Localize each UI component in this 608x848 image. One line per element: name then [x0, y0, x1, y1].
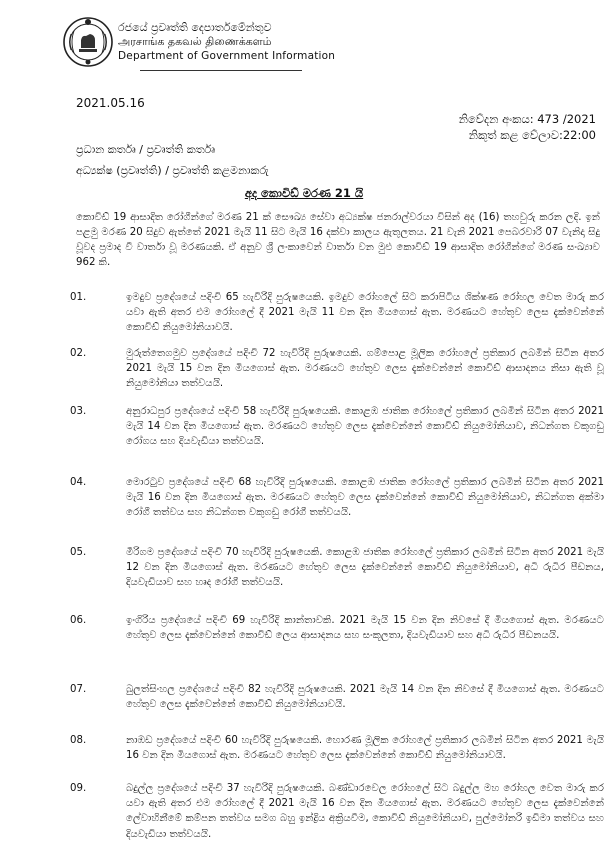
- item-text: අනුරාධපුර ප්‍රදේශයේ පදිංචි 58 හැවිරිදි පුරුෂයෙකි. කොළඹ ජාතික රෝහලේ ප්‍රතිකාර ලබමින් සිටින අතර 2021 මැයි 14 වන දින මියගොස් ඇත. මරණයට හේතුව ලෙස දැක්වෙන්නේ කොවිඩ් නියුමෝනියාව, නිධන්ගත වකුගඩු රෝගය සහ දියවැඩියා තත්වයයි.: [126, 406, 604, 448]
- death-item-04: [70, 475, 604, 521]
- item-text: බදුල්ල ප්‍රදේශයේ පදිංචි 37 හැවිරිදි පුරුෂයෙකි. බණ්ඩාරවෙල රෝහලේ සිට බදුල්ල මහ රෝහල වෙත මාරු කර යවා ඇති අතර එම රෝහලේ දී 2021 මැයි 16 වන දින මියගොස් ඇත. මරණයට හේතුව ලෙස දැක්වෙන්නේ ලේවාහිනීමේ කම්පන තත්වය සමග බහු ඉන්ද්‍රිය අක්‍රියවීම, කොවිඩ් නියුමෝනියාව, පුල්මෝනරි ඉඩිමා තත්වය සහ දියවැඩියා තත්වයයි.: [126, 783, 604, 840]
- department-name-english: Department of Government Information: [118, 50, 336, 62]
- item-number: 02.: [70, 348, 87, 359]
- death-item-03: [70, 404, 604, 450]
- item-number: 01.: [70, 292, 87, 303]
- death-item-08: [70, 733, 604, 763]
- recipient-line-1: ප්‍රධාන කර්තෘ / ප්‍රවෘත්ති කර්තෘ: [76, 143, 215, 156]
- sri-lanka-emblem-icon: [62, 14, 114, 70]
- death-item-01: [70, 290, 604, 336]
- recipients: [76, 139, 269, 181]
- release-date: 2021.05.16: [76, 96, 145, 110]
- item-number: 08.: [70, 735, 87, 746]
- death-item-09: [70, 781, 604, 842]
- item-text: මොරටුව ප්‍රදේශයේ පදිංචි 68 හැවිරිදි පුරුෂයෙකි. කොළඹ ජාතික රෝහලේ ප්‍රතිකාර ලබමින් සිටින අතර 2021 මැයි 16 වන දින මියගොස් ඇත. මරණයට හේතුව ලෙස දැක්වෙන්නේ කොවිඩ් නියුමෝනියාව, නිධන්ගත අක්මා රෝගී තත්වය සහ නිධන්ගත වකුගඩු රෝගී තත්වයයි.: [126, 477, 604, 519]
- death-item-06: [70, 613, 604, 643]
- item-text: නාඹඩ ප්‍රදේශයේ පදිංචි 60 හැවිරිදි පුරුෂයෙකි. හොරණ මූලික රෝහලේ ප්‍රතිකාර ලබමින් සිටින අතර 2021 මැයි 16 වන දින මියගොස් ඇත. මරණයට හේතුව ලෙස දැක්වෙන්නේ කොවිඩ් නියුමෝනියාවයි.: [126, 735, 604, 762]
- item-number: 07.: [70, 684, 87, 695]
- recipient-line-2: අධ්‍යක්ෂ (ප්‍රවෘත්ති) / ප්‍රවෘත්ති කළමනාකරු: [76, 164, 269, 177]
- letterhead-divider: [140, 70, 302, 71]
- item-text: මුරුත්තෙගමුව ප්‍රදේශයේ පදිංචි 72 හැවිරිදි පුරුෂයෙකි. ගම්පොළ මූලික රෝහලේ ප්‍රතිකාර ලබමින් සිටින අතර 2021 මැයි 15 වන දින මියගොස් ඇත. මරණයට හේතුව ලෙස දැක්වෙන්නේ කොවිඩ් ආසාදනය නිසා ඇති වූ නියුමෝනියා තත්වයයි.: [126, 348, 604, 390]
- item-text: ඉමදුව ප්‍රදේශයේ පදිංචි 65 හැවිරිදි පුරුෂයෙකි. ඉමදුව රෝහලේ සිට කරාපිටිය ශික්ෂණ රෝහල වෙත මාරු කර යවා ඇති අතර එම රෝහලේ දී 2021 මැයි 11 වන දින මියගොස් ඇත. මරණයට හේතුව ලෙස දැක්වෙන්නේ කොවිඩ් නියුමෝනියාවයි.: [126, 292, 604, 334]
- item-text: මීරිගම ප්‍රදේශයේ පදිංචි 70 හැවිරිදි පුරුෂයෙකි. කොළඹ ජාතික රෝහලේ ප්‍රතිකාර ලබමින් සිටින අතර 2021 මැයි 12 වන දින මියගොස් ඇත. මරණයට හේතුව ලෙස දැක්වෙන්නේ කොවිඩ් නියුමෝනියාව, අධි රුධිර පීඩනය, දියවැඩියාව සහ හෘද රෝගී තත්වයයි.: [126, 547, 604, 589]
- item-number: 09.: [70, 783, 87, 794]
- death-item-07: [70, 682, 604, 712]
- item-number: 03.: [70, 406, 87, 417]
- release-number: නිවේදන අංකය: 473 /2021: [458, 112, 596, 126]
- release-title: අද කොවිඩ් මරණ 21 යි: [244, 186, 364, 200]
- release-reference: [459, 111, 596, 143]
- intro-paragraph: කොවිඩ් 19 ආසාදිත රෝගීන්ගේ මරණ 21 ක් සෞඛ්‍ය සේවා අධ්‍යක්ෂ ජනරාල්වරයා විසින් අද (16) තහවුරු කරන ලදි. ඉන් පළමු මරණ 20 සිදුව ඇත්තේ 2021 මැයි 11 සිට මැයි 16 දක්වා කාලය ඇතුලතය. 21 වැනි 2021 පෙබරවාරි 07 වැනිදා සිදු වූවද ප්‍රමාද වී වාර්තා වූ මරණයකි. ඒ අනුව ශ්‍රී ලංකාවෙන් වාර්තා වන මුළු කොවිඩ් 19 ආසාදිත රෝගීන්ගේ මරණ සංඛ්‍යාව 962 කි.: [76, 212, 600, 268]
- department-name-tamil: அரசாங்க தகவல் திணைக்களம்: [118, 35, 272, 48]
- item-number: 04.: [70, 477, 87, 488]
- death-item-05: [70, 545, 604, 591]
- item-number: 06.: [70, 615, 87, 626]
- item-text: ඉංගිරිය ප්‍රදේශයේ පදිංචි 69 හැවිරිදි කාන්තාවකි. 2021 මැයි 15 වන දින නිවසේ දී මියගොස් ඇත. මරණයට හේතුව ලෙස දැක්වෙන්නේ කොවිඩ් ලෙය ආසාදනය සහ සංකූලතා, දියවැඩියාව සහ අධි රුධිර පීඩනයයි.: [126, 615, 604, 642]
- item-text: බුලත්සිංහල ප්‍රදේශයේ පදිංචි 82 හැවිරිදි පුරුෂයෙකි. 2021 මැයි 14 වන දින නිවසේ දී මියගොස් ඇත. මරණයට හේතුව ලෙස දැක්වෙන්නේ කොවිඩ් නියුමෝනියාවයි.: [126, 684, 604, 711]
- department-name-sinhala: රජයේ ප්‍රවෘත්ති දෙපාර්තමේන්තුව: [118, 21, 272, 34]
- release-time: නිකුත් කළ වේලාව:22:00: [468, 128, 596, 142]
- death-item-02: [70, 346, 604, 392]
- item-number: 05.: [70, 547, 87, 558]
- letterhead: [62, 12, 335, 72]
